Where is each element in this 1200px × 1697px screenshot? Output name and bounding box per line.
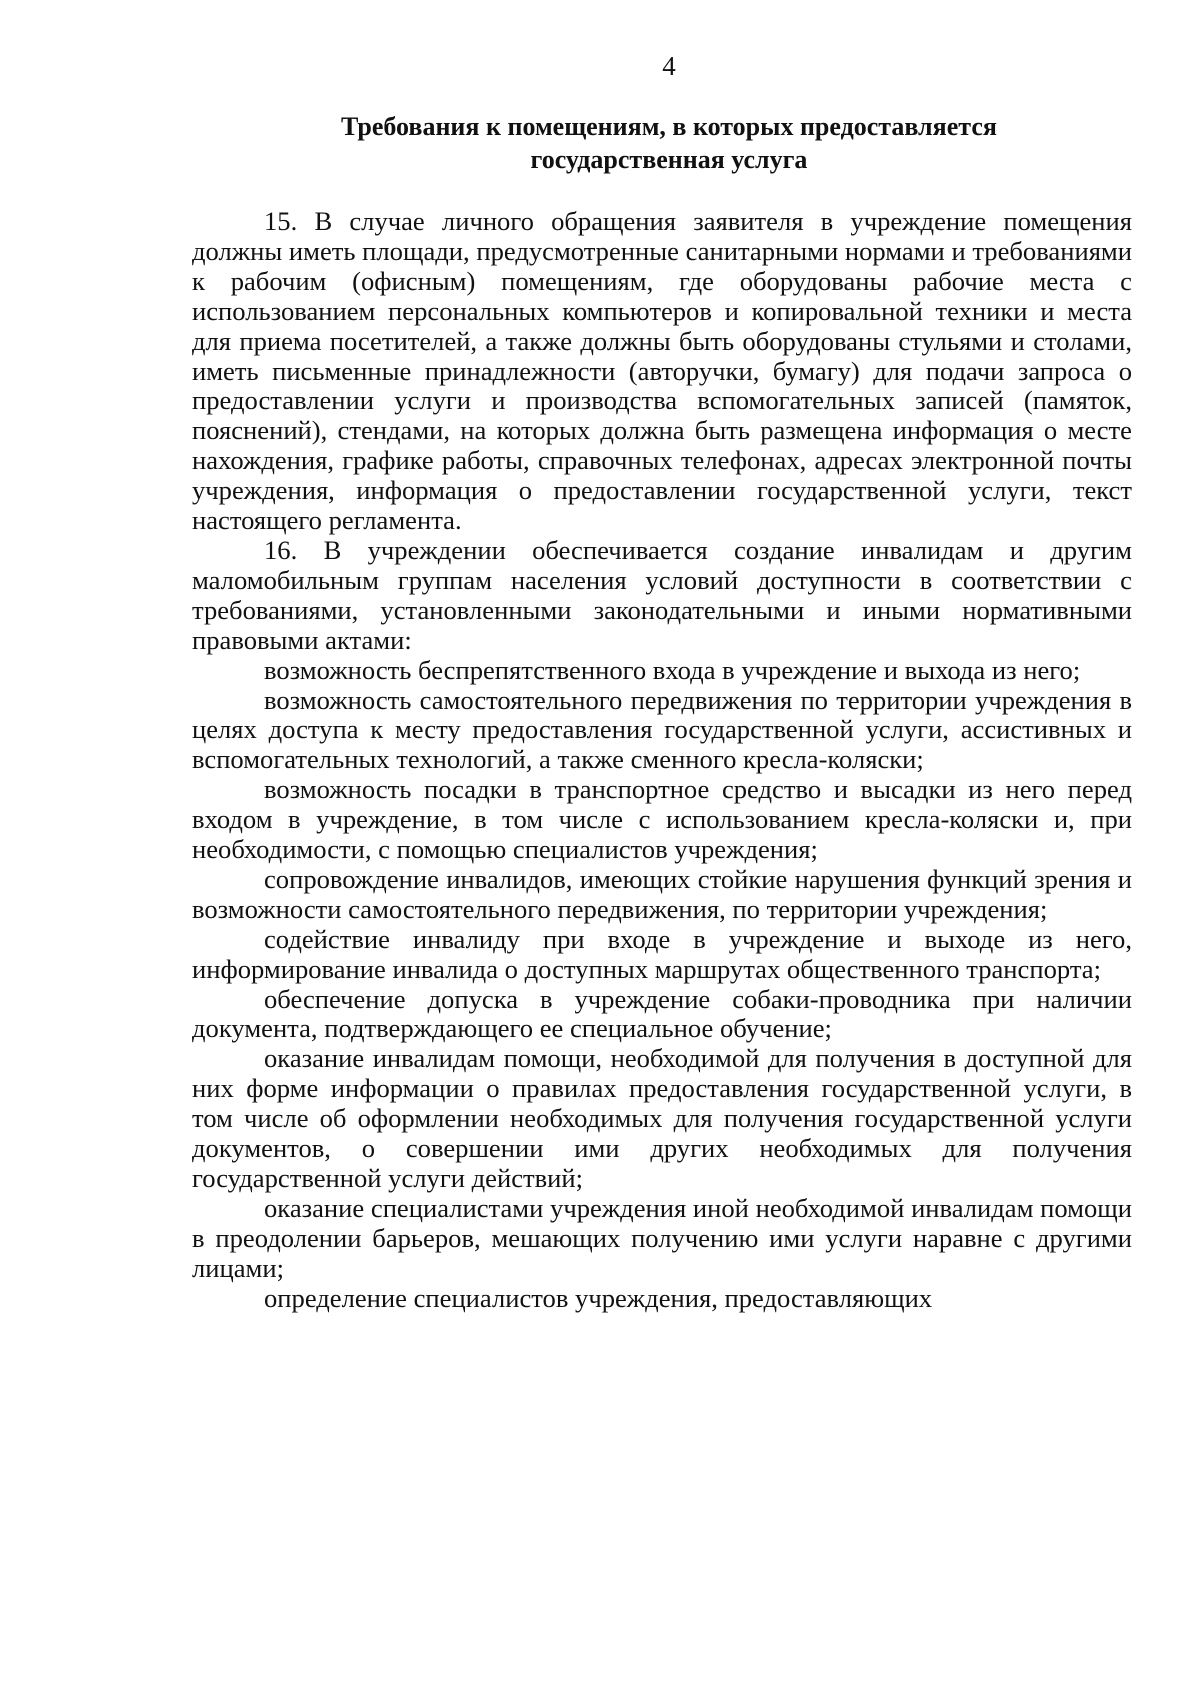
list-item: возможность самостоятельного передвижения по территории учреждения в целях доступа к месту предоставления государственной услуги, ассистивных и вспомогательных технологий, а также сменного кресла-коляски; xyxy=(192,684,1132,775)
list-item: обеспечение допуска в учреждение собаки-проводника при наличии документа, подтверждающего ее специальное обучение; xyxy=(192,983,1132,1044)
document-body xyxy=(192,207,1132,1314)
section-heading-line-1: Требования к помещениям, в которых предоставляется xyxy=(341,112,997,141)
paragraph-15: 15. В случае личного обращения заявителя в учреждение помещения должны иметь площади, предусмотренные санитарными нормами и требованиями к рабочим (офисным) помещениям, где оборудованы рабочие места с использованием персональных компьютеров и копировальной техники и места для приема посетителей, а также должны быть оборудованы стульями и столами, иметь письменные принадлежности (авторучки, бумагу) для подачи запроса о предоставлении услуги и производства вспомогательных записей (памяток, пояснений), стендами, на которых должна быть размещена информация о месте нахождения, графике работы, справочных телефонах, адресах электронной почты учреждения, информация о предоставлении государственной услуги, текст настоящего регламента. xyxy=(192,206,1132,536)
list-item: возможность посадки в транспортное средство и высадки из него перед входом в учреждение, в том числе с использованием кресла-коляски и, при необходимости, с помощью специалистов учреждения; xyxy=(192,774,1132,865)
page-number: 4 xyxy=(662,51,676,81)
list-item: определение специалистов учреждения, предоставляющих xyxy=(264,1282,933,1313)
paragraph-16: 16. В учреждении обеспечивается создание инвалидам и другим маломобильным группам населения условий доступности в соответствии с требованиями, установленными законодательными и иными нормативными правовыми актами: xyxy=(192,534,1132,655)
list-item: оказание инвалидам помощи, необходимой для получения в доступной для них форме информации о правилах предоставления государственной услуги, в том числе об оформлении необходимых для получения государственной услуги документов, о совершении ими других необходимых для получения государственной услуги действий; xyxy=(192,1043,1132,1193)
list-item: оказание специалистами учреждения иной необходимой инвалидам помощи в преодолении барьеров, мешающих получению ими услуги наравне с другими лицами; xyxy=(192,1192,1132,1283)
list-item: содействие инвалиду при входе в учреждение и выходе из него, информирование инвалида о доступных маршрутах общественного транспорта; xyxy=(192,923,1132,984)
list-item: возможность беспрепятственного входа в учреждение и выхода из него; xyxy=(264,654,1081,685)
section-heading-line-2: государственная услуга xyxy=(530,145,808,174)
list-item: сопровождение инвалидов, имеющих стойкие нарушения функций зрения и возможности самостоятельного передвижения, по территории учреждения; xyxy=(192,863,1132,924)
section-heading xyxy=(319,110,1019,176)
